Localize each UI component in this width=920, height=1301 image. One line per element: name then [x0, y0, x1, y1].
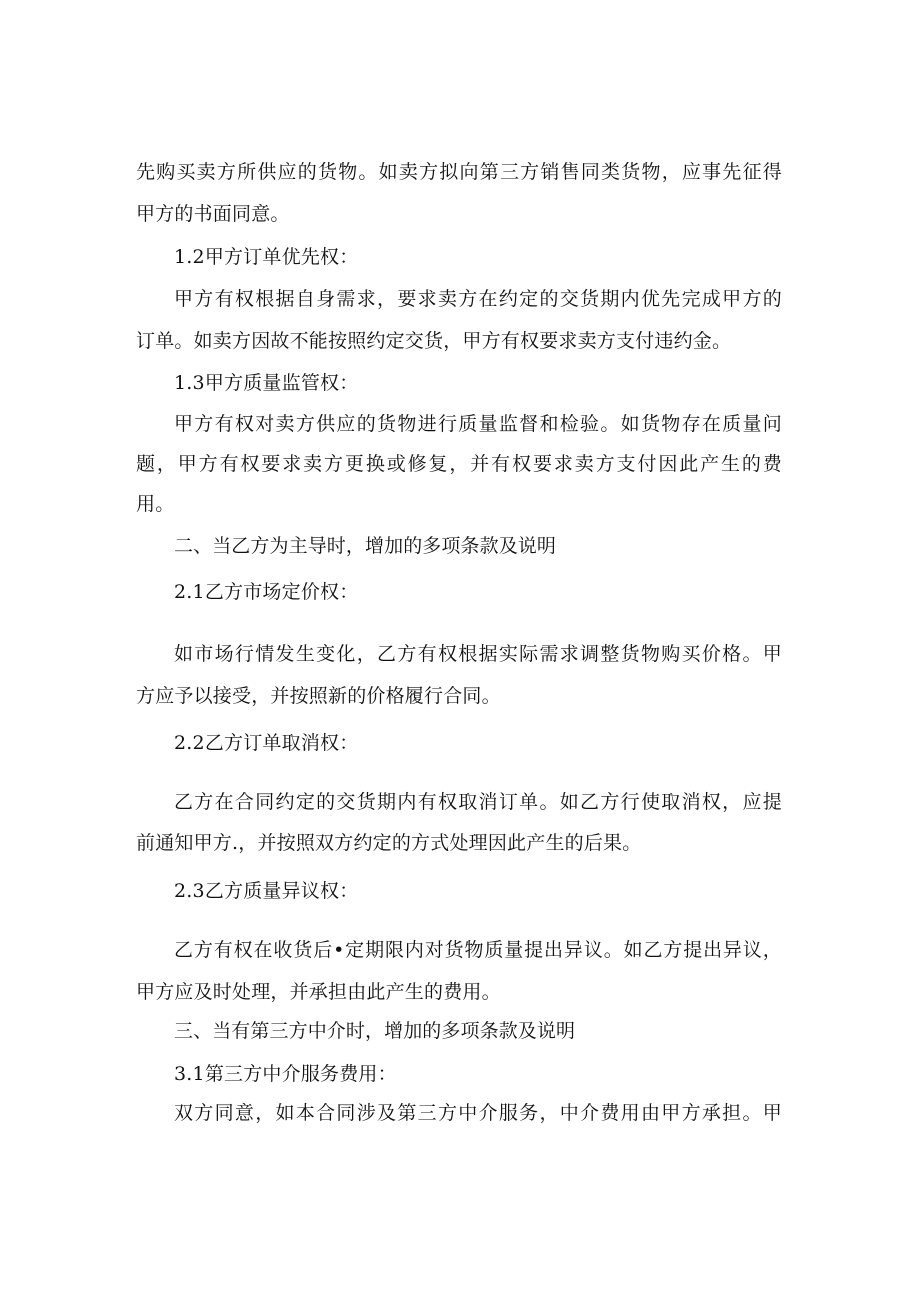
- clause-title-2-2: 2.2乙方订单取消权：: [174, 732, 359, 754]
- clause-title-1-3: 1.3甲方质量监管权：: [174, 372, 359, 394]
- paragraph-line: 乙方有权在收货后•定期限内对货物质量提出异议。如乙方提出异议，: [174, 939, 782, 961]
- paragraph-line: 甲方的书面同意。: [136, 203, 290, 225]
- paragraph-line: 方应予以接受，并按照新的价格履行合同。: [136, 685, 501, 707]
- paragraph-line: 先购买卖方所供应的货物。如卖方拟向第三方销售同类货物，应事先征得: [136, 161, 782, 183]
- paragraph-line: 前通知甲方.，并按照双方约定的方式处理因此产生的后果。: [136, 832, 642, 854]
- paragraph-line: 乙方在合同约定的交货期内有权取消订单。如乙方行使取消权，应提: [174, 791, 782, 813]
- paragraph-line: 题，甲方有权要求卖方更换或修复，并有权要求卖方支付因此产生的费: [136, 453, 782, 475]
- paragraph-line: 用。: [136, 493, 175, 515]
- paragraph-line: 如市场行情发生变化，乙方有权根据实际需求调整货物购买价格。甲: [174, 643, 782, 665]
- clause-title-3-1: 3.1第三方中介服务费用：: [174, 1063, 397, 1085]
- clause-title-2-3: 2.3乙方质量异议权：: [174, 880, 359, 902]
- paragraph-line: 甲方有权根据自身需求，要求卖方在约定的交货期内优先完成甲方的: [174, 288, 782, 310]
- section-heading-3: 三、当有第三方中介时，增加的多项条款及说明: [174, 1020, 576, 1042]
- paragraph-line: 双方同意，如本合同涉及第三方中介服务，中介费用由甲方承担。甲: [174, 1102, 782, 1124]
- section-heading-2: 二、当乙方为主导时，增加的多项条款及说明: [174, 535, 557, 557]
- paragraph-line: 甲方应及时处理，并承担由此产生的费用。: [136, 981, 501, 1003]
- paragraph-line: 甲方有权对卖方供应的货物进行质量监督和检验。如货物存在质量问: [174, 413, 782, 435]
- paragraph-line: 订单。如卖方因故不能按照约定交货，甲方有权要求卖方支付违约金。: [136, 330, 732, 352]
- clause-title-1-2: 1.2甲方订单优先权：: [174, 246, 359, 268]
- clause-title-2-1: 2.1乙方市场定价权：: [174, 581, 359, 603]
